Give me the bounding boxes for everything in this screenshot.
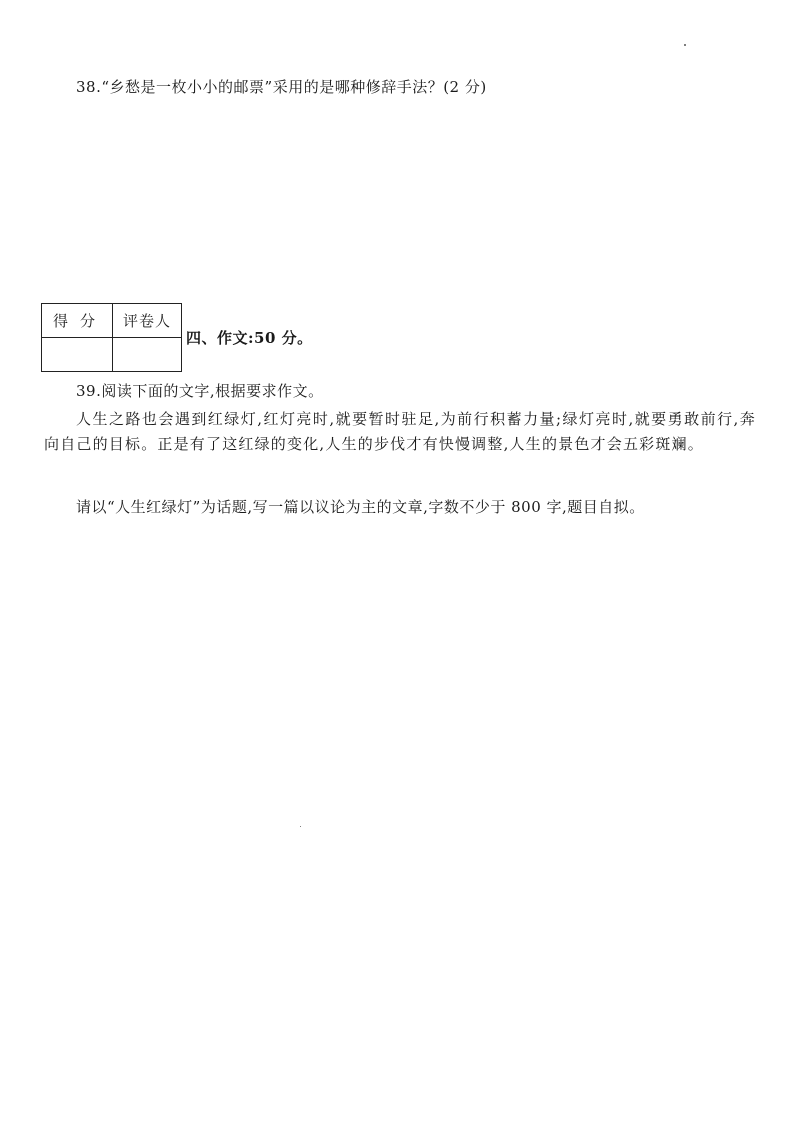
score-table [41, 303, 182, 372]
score-table-header-row [42, 304, 182, 338]
question-39-instruction: 请以“人生红绿灯”为话题,写一篇以议论为主的文章,字数不少于 800 字,题目自拟。 [76, 498, 645, 516]
question-39-passage: 人生之路也会遇到红绿灯,红灯亮时,就要暂时驻足,为前行积蓄力量;绿灯亮时,就要勇敢前行,奔向自己的目标。正是有了这红绿的变化,人生的步伐才有快慢调整,人生的景色才会五彩斑斓。 [44, 410, 756, 453]
score-value-cell [42, 338, 113, 372]
scan-speck [300, 826, 301, 827]
grader-value-cell [113, 338, 182, 372]
question-39: 39.阅读下面的文字,根据要求作文。 [76, 382, 324, 400]
section-title: 四、作文:50 分。 [186, 329, 313, 347]
question-38: 38.“乡愁是一枚小小的邮票”采用的是哪种修辞手法？(2 分) [76, 78, 487, 96]
scan-speck [684, 44, 686, 46]
score-table-blank-row [42, 338, 182, 372]
score-header: 得分 [42, 304, 113, 338]
grader-header: 评卷人 [113, 304, 182, 338]
